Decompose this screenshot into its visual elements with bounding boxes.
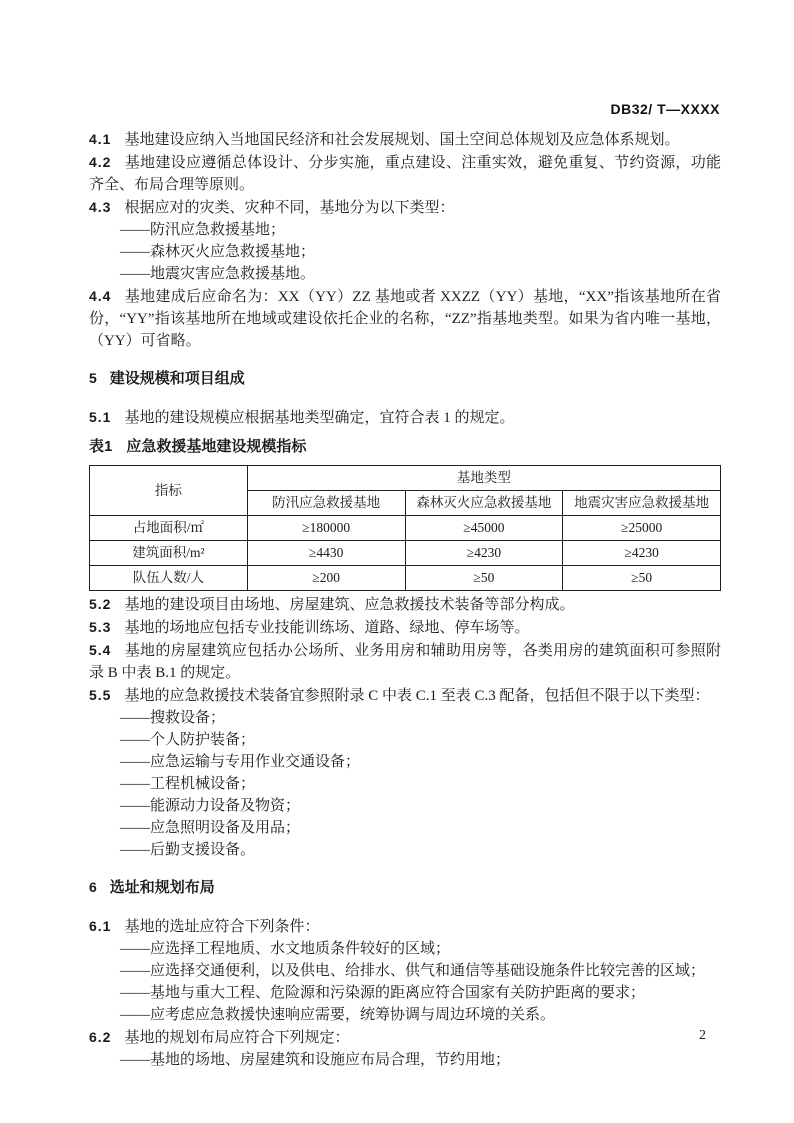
clause-6-2: [89, 1026, 721, 1049]
table-caption: [89, 429, 721, 465]
clause-number: 4.1: [89, 131, 112, 147]
list-item: ——后勤支援设备。: [120, 842, 256, 858]
clause-4-1: [89, 128, 721, 151]
page-number: 2: [699, 1028, 706, 1043]
doc-header: [611, 101, 720, 117]
table-cell: ≥4430: [247, 541, 405, 566]
clause-number: 4.2: [89, 154, 112, 170]
clause-number: 5.1: [89, 409, 112, 425]
clause-text: 基地的场地应包括专业技能训练场、道路、绿地、停车场等。: [124, 620, 530, 636]
table-header-row: [90, 466, 721, 491]
list-item: ——搜救设备；: [120, 710, 226, 726]
list-item: ——森林灭火应急救援基地；: [120, 244, 316, 260]
table-row: [90, 566, 721, 591]
document-body: [89, 128, 721, 1071]
clause-4-4: [89, 285, 721, 352]
list-item: ——基地的场地、房屋建筑和设施应布局合理，节约用地；: [120, 1052, 511, 1068]
clause-4-3: [89, 196, 721, 219]
list-item: ——地震灾害应急救援基地。: [120, 266, 316, 282]
table-col-header: 森林灭火应急救援基地: [405, 491, 563, 516]
clause-6-1: [89, 915, 721, 938]
table-caption-title: 应急救援基地建设规模指标: [126, 438, 307, 455]
section-heading-5: [89, 352, 721, 406]
clause-number: 5.5: [89, 687, 112, 703]
section-heading-6: [89, 861, 721, 915]
list-item: ——应考虑应急救援快速响应需要，统筹协调与周边环境的关系。: [120, 1007, 556, 1023]
clause-number: 4.3: [89, 199, 112, 215]
clause-text: 基地的建设规模应根据基地类型确定，宜符合表 1 的规定。: [124, 410, 515, 426]
list-item: ——应选择工程地质、水文地质条件较好的区域；: [120, 941, 451, 957]
clause-text: 根据应对的灾类、灾种不同，基地分为以下类型：: [124, 200, 455, 216]
table-corner-header: 指标: [90, 466, 248, 516]
clause-text: 基地的应急救援技术装备宜参照附录 C 中表 C.1 至表 C.3 配备，包括但不限于以下类型：: [124, 688, 710, 704]
table-cell: ≥25000: [563, 516, 721, 541]
clause-text: 基地的房屋建筑应包括办公场所、业务用房和辅助用房等，各类用房的建筑面积可参照附录 B 中表 B.1 的规定。: [89, 643, 721, 681]
section-number: 5: [89, 370, 98, 386]
section-number: 6: [89, 879, 98, 895]
table-row: [90, 541, 721, 566]
table-cell: ≥50: [563, 566, 721, 591]
list-item: ——个人防护装备；: [120, 732, 256, 748]
doc-code: DB32/ T—XXXX: [610, 101, 720, 117]
list-item: ——基地与重大工程、危险源和污染源的距离应符合国家有关防护距离的要求；: [120, 985, 646, 1001]
table-cell: ≥200: [247, 566, 405, 591]
list-item: ——应急照明设备及用品；: [120, 820, 301, 836]
clause-4-2: [89, 151, 721, 196]
clause-text: 基地的建设项目由场地、房屋建筑、应急救援技术装备等部分构成。: [124, 597, 575, 613]
list-item: ——应急运输与专用作业交通设备；: [120, 754, 361, 770]
list-item: ——防汛应急救援基地；: [120, 222, 286, 238]
clause-number: 5.4: [89, 642, 112, 658]
clause-5-3: [89, 616, 721, 639]
section-title: 建设规模和项目组成: [109, 370, 245, 387]
clause-number: 4.4: [89, 288, 112, 304]
scale-indicator-table: [89, 465, 721, 591]
clause-5-1: [89, 406, 721, 429]
row-label: 占地面积/㎡: [90, 516, 248, 541]
clause-text: 基地的规划布局应符合下列规定：: [124, 1030, 350, 1046]
clause-text: 基地的选址应符合下列条件：: [124, 919, 320, 935]
table-group-header: 基地类型: [247, 466, 720, 491]
row-label: 队伍人数/人: [90, 566, 248, 591]
list-item: ——工程机械设备；: [120, 776, 256, 792]
table-cell: ≥4230: [563, 541, 721, 566]
table-caption-label: 表1: [89, 438, 113, 455]
table-cell: ≥45000: [405, 516, 563, 541]
list-item: ——能源动力设备及物资；: [120, 798, 301, 814]
table-row: [90, 516, 721, 541]
list-item: ——应选择交通便利，以及供电、给排水、供气和通信等基础设施条件比较完善的区域；: [120, 963, 706, 979]
table-cell: ≥4230: [405, 541, 563, 566]
clause-5-2: [89, 593, 721, 616]
table-col-header: 防汛应急救援基地: [247, 491, 405, 516]
clause-text: 基地建成后应命名为：XX（YY）ZZ 基地或者 XXZZ（YY）基地，“XX”指该基地所在省份，“YY”指该基地所在地域或建设依托企业的名称，“ZZ”指基地类型。如果为省内唯一基地，（YY）可省略。: [89, 289, 721, 349]
clause-5-5: [89, 684, 721, 707]
row-label: 建筑面积/m²: [90, 541, 248, 566]
clause-text: 基地建设应遵循总体设计、分步实施，重点建设、注重实效，避免重复、节约资源，功能齐全、布局合理等原则。: [89, 155, 721, 193]
table-cell: ≥180000: [247, 516, 405, 541]
table-col-header: 地震灾害应急救援基地: [563, 491, 721, 516]
clause-number: 5.3: [89, 619, 112, 635]
clause-number: 5.2: [89, 596, 112, 612]
clause-text: 基地建设应纳入当地国民经济和社会发展规划、国土空间总体规划及应急体系规划。: [124, 132, 680, 148]
table-cell: ≥50: [405, 566, 563, 591]
section-title: 选址和规划布局: [109, 879, 215, 896]
clause-number: 6.1: [89, 918, 112, 934]
clause-5-4: [89, 639, 721, 684]
clause-number: 6.2: [89, 1029, 112, 1045]
